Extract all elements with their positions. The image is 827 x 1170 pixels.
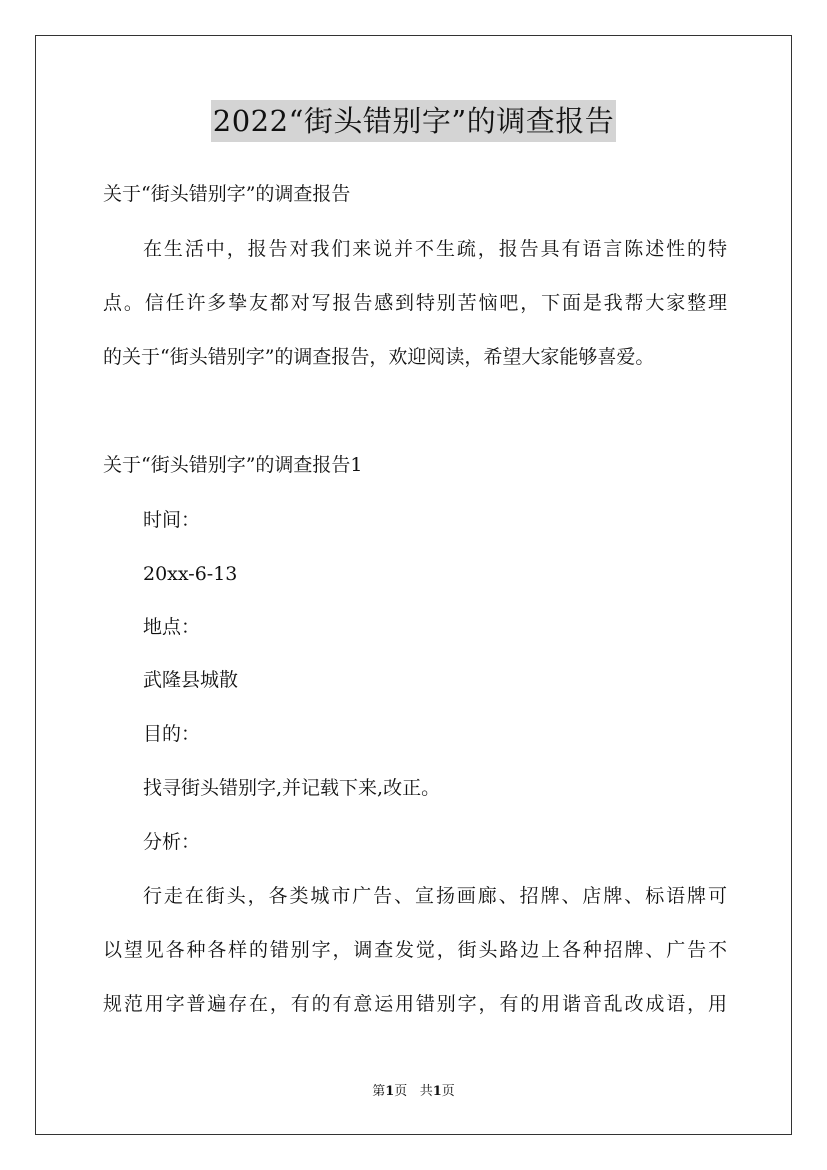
analysis-line-3: 规范用字普遍存在，有的有意运用错别字，有的用谐音乱改成语，用 bbox=[103, 993, 727, 1015]
intro-line-1: 在生活中，报告对我们来说并不生疏，报告具有语言陈述性的特 bbox=[143, 238, 727, 260]
intro-line-2: 点。信任许多挚友都对写报告感到特别苦恼吧，下面是我帮大家整理 bbox=[103, 292, 727, 314]
place-value: 武隆县城散 bbox=[143, 669, 239, 691]
subtitle: 关于“街头错别字”的调查报告 bbox=[103, 183, 351, 205]
purpose-value: 找寻街头错别字,并记载下来,改正。 bbox=[143, 777, 441, 799]
purpose-label: 目的： bbox=[143, 723, 201, 745]
document-title: 2022“街头错别字”的调查报告 bbox=[211, 100, 616, 142]
analysis-line-2: 以望见各种各样的错别字，调查发觉，街头路边上各种招牌、广告不 bbox=[103, 939, 727, 961]
intro-line-3: 的关于“街头错别字”的调查报告，欢迎阅读，希望大家能够喜爱。 bbox=[103, 346, 655, 368]
footer-page-total: 1 bbox=[432, 1084, 442, 1099]
place-label: 地点： bbox=[143, 616, 201, 638]
footer-suffix: 页 bbox=[441, 1084, 455, 1099]
analysis-line-1: 行走在街头，各类城市广告、宣扬画廊、招牌、店牌、标语牌可 bbox=[143, 885, 727, 907]
footer-page-current: 1 bbox=[385, 1084, 395, 1099]
time-label: 时间： bbox=[143, 509, 201, 531]
title-container bbox=[0, 100, 827, 142]
analysis-label: 分析： bbox=[143, 831, 201, 853]
section-heading: 关于“街头错别字”的调查报告1 bbox=[103, 454, 363, 476]
time-value: 20xx-6-13 bbox=[143, 563, 238, 585]
footer-prefix: 第 bbox=[372, 1084, 386, 1099]
page-footer bbox=[0, 1083, 827, 1101]
footer-mid: 页 共 bbox=[394, 1084, 433, 1099]
